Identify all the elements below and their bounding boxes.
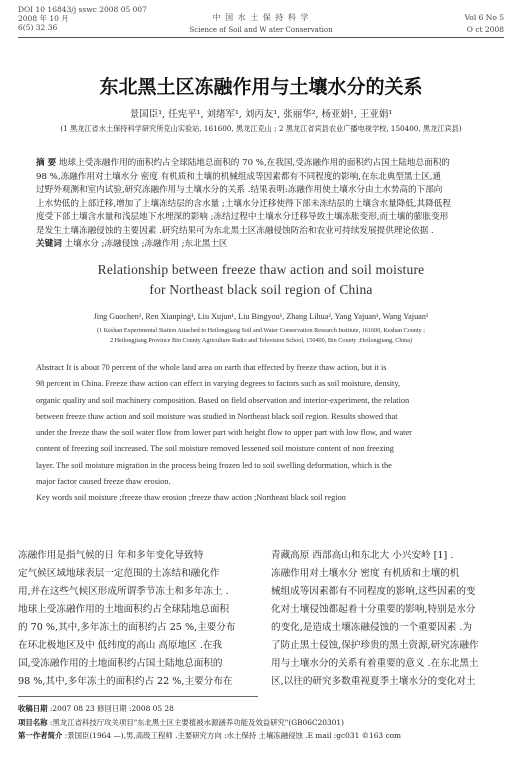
body-line: 了防止黑土侵蚀,保护珍贵的黑土资源,研究冻融作 [271,640,479,651]
authors-cn: 景国臣¹, 任宪平¹, 刘绪军¹, 刘丙友¹, 张丽华², 杨亚娟¹, 王亚娟¹ [129,109,393,120]
keywords-cn-label: 关键词 [36,239,62,249]
keywords-cn: 关键词 土壤水分 ;冻融侵蚀 ;冻融作用 ;东北黑土区 [36,239,228,249]
body-line: 地球上受冻融作用的土地面积约占全球陆地总面积 [18,604,230,615]
date-line: 2008 年 10 月 [18,14,69,23]
title-cn: 东北黑土区冻融作用与土壤水分的关系 [99,76,423,98]
title-en-line-1: Relationship between freeze thaw action and soil moisture [97,262,425,277]
body-line: 冻融作用对土壤水分 密度 有机质和土壤的机 [271,568,460,579]
abstract-cn-label: 摘 要 [36,158,57,168]
body-column-left [18,547,254,691]
doi-line: DOI 10 16843/j sswc 2008 05 007 [18,5,147,14]
affiliation-en: (1 Keshan Experimental Station Attached to Heilongjiang Soil and Water Conservation Research Institute, 161600, Keshan County ; 2 Heilongjiang Province Bin County Agriculture Radio and Television School, 150400, Bin County ;Heilongjiang, China) [97,327,425,344]
abstract-en-line: Abstract It is about 70 percent of the whole land area on earth that effected by freeze thaw action, but it is [36,363,387,372]
body-line: 青藏高原 西部高山和东北大 小兴安岭 [1] . [271,550,454,561]
month-line: O ct 2008 [466,25,504,34]
abstract-en-line: 98 percent in China. Freeze thaw action can effect in varying degrees to factors such as soil moisture, density, [36,379,401,389]
abstract-en-line: content of freezing soil increased. The soil moisture removed lessened soil moisture content of non freezing [36,444,394,454]
abstract-en-line: under the freeze thaw the soil water flow from lower part with height flow to upper part with low flow, and water [36,428,412,438]
journal-name [0,12,522,36]
abstract-cn [36,157,488,252]
pages-line: 6(5) 32 36 [18,23,58,32]
body-line: 98 %,其中,多年冻土的面积约占 22 %,主要分布在 [18,676,233,687]
abstract-en [36,360,488,507]
header-rule [18,37,504,38]
title-en [0,260,522,300]
body-line: 用与土壤水分的关系有着重要的意义 .在东北黑土 [271,658,479,669]
body-line: 冻融作用是指气候的日 年和多年变化导致特 [18,550,204,561]
authors-en: Jing Guochen¹, Ren Xianping¹, Liu Xujun¹, Liu Bingyou¹, Zhang Lihua², Yang Yajuan¹, Wang Yajuan¹ [93,312,429,321]
abstract-cn-line: 是发生土壤冻融侵蚀的主要因素 .研究结果可为东北黑土区冻融侵蚀防治和农业可持续发展提供理论依据 . [36,225,434,236]
volume-line: Vol 6 No 5 [464,13,504,22]
body-line: 国,受冻融作用的土地面积约占国土陆地总面积的 [18,658,223,669]
journal-name-en: Science of Soil and W ater Conservation [189,26,333,34]
abstract-cn-line: 度受下部土壤含水量和浅层地下水埋深的影响 ;冻结过程中土壤水分迁移导致土壤冻胀变形,而土壤的膨胀变形 [36,212,449,222]
abstract-en-line: major factor caused freeze thaw erosion. [36,477,171,487]
body-line: 的 70 %,其中,多年冻土的面积约占 25 %,主要分布 [18,622,236,633]
title-en-line-2: for Northeast black soil region of China [149,282,373,297]
footnote-rule [18,696,258,697]
abstract-en-line: between freeze thaw action and soil moisture was studied in Northeast black soil region. Results showed that [36,411,398,421]
body-line: 区,以往的研究多数重视夏季土壤水分的变化对土 [271,676,476,687]
abstract-en-label: Abstract [36,363,65,372]
keywords-en-label: Key words [36,493,73,503]
footnote-author: 第一作者简介 :景国臣(1964 —),男,高级工程师 .主要研究方向 :水土保持 土壤冻融侵蚀 .E mail :gc031 ©163 com [18,731,402,740]
abstract-cn-line: 98 %,冻融作用对土壤水分 密度 有机质和土壤的机械组成等因素都有不同程度的影响,在东北典型黑土区,通 [36,171,442,182]
abstract-cn-line: 过野外观测和室内试验,研究冻融作用与土壤水分的关系 .结果表明:冻融作用使土壤水分由土水势高的下部向 [36,185,443,195]
body-column-right [271,547,505,691]
footnotes [18,702,508,743]
journal-name-cn: 中 国 水 土 保 持 科 学 [212,13,310,22]
abstract-en-line: layer. The soil moisture migration in the process being frozen led to soil swelling deformation, which is the [36,460,392,470]
abstract-cn-line: 上水势低的上部迁移,增加了上壤冻结层的含水量 ;土壤水分迁移使得下部未冻结层的土壤含水量降低,其降低程 [36,198,451,209]
affiliation-cn: (1 黑龙江省水土保持科学研究所克山实验站, 161600, 黑龙江克山 ; 2 黑龙江省宾县农业广播电视学校, 150400, 黑龙江宾县) [60,124,462,133]
body-line: 化对土壤侵蚀都起着十分重要的影响,特别是水分 [271,604,476,615]
footnote-received: 收稿日期 :2007 08 23 修回日期 :2008 05 28 [18,704,174,713]
abstract-en-line: organic quality and soil machinery composition. Based on field observation and interior-experiment, the relation [36,395,410,405]
body-line: 械组成等因素都有不同程度的影响,这些因素的变 [271,586,476,597]
abstract-cn-line: 摘 要 地球上受冻融作用的面积约占全球陆地总面积的 70 %,在我国,受冻融作用的面积约占国土陆地总面积的 [36,158,450,168]
body-line: 的变化,是造成土壤冻融侵蚀的一个重要因素 .为 [271,622,473,633]
body-line: 在环北极地区及中 低纬度的高山 高原地区 .在我 [18,640,223,651]
body-line: 定气候区域地球表层一定范围的土冻结和融化作 [18,568,220,579]
body-line: 用,并在这些气候区形成所谓季节冻土和多年冻土 . [18,586,229,597]
journal-meta-right [465,12,504,36]
footnote-project: 项目名称 :黑龙江省科技厅攻关项目"东北黑土区主要植被水源涵养功能及效益研究"(GB06C20301) [18,717,345,727]
keywords-en: Key words soil moisture ;freeze thaw erosion ;freeze thaw action ;Northeast black soil region [36,493,346,503]
